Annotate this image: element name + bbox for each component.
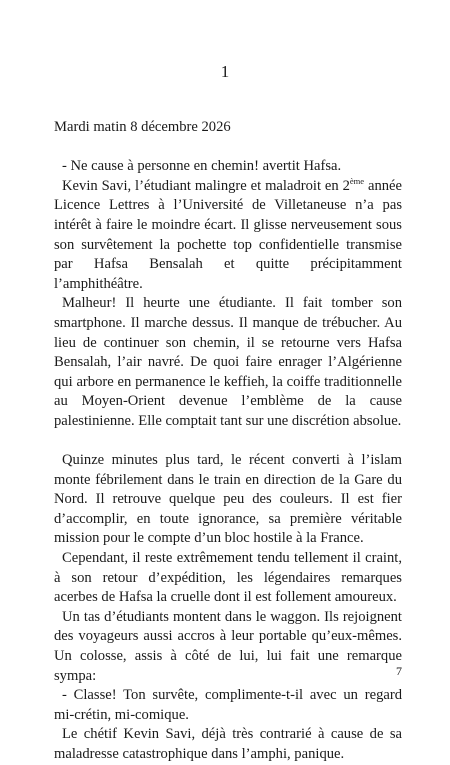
paragraph-kevin-intro-part-a: Kevin Savi, l’étudiant malingre et maladroit en 2: [62, 177, 350, 194]
paragraph-kevin-intro: [54, 177, 402, 295]
paragraph-dialogue-warning: - Ne cause à personne en chemin! avertit Hafsa.: [62, 158, 342, 175]
paragraph-waggon: Un tas d’étudiants montent dans le waggon. Ils rejoignent des voyageurs aussi accros à leur portable qu’eux-mêmes. Un colosse, assis à côté de lui, lui fait une remarque sympa:: [54, 608, 402, 684]
body-text: [54, 118, 402, 765]
date-line: Mardi matin 8 décembre 2026: [54, 119, 231, 135]
superscript-eme: ème: [349, 175, 365, 186]
page-number: 7: [396, 664, 402, 678]
paragraph-cependant: Cependant, il reste extrêmement tendu tellement il craint, à son retour d’expédition, les légendaires remarques acerbes de Hafsa la cruelle dont il est follement amoureux.: [54, 550, 402, 606]
paragraph-train: Quinze minutes plus tard, le récent converti à l’islam monte fébrilement dans le train en direction de la Gare du Nord. Il retrouve quelque peu des couleurs. Il est fier d’accomplir, en toute ignorance, sa première véritable mission pour le compte d’un bloc hostile à la France.: [54, 452, 402, 547]
paragraph-dialogue-classe: - Classe! Ton survête, complimente-t-il avec un regard mi-crétin, mi-comique.: [54, 687, 402, 723]
paragraph-panique: Le chétif Kevin Savi, déjà très contrarié à cause de sa maladresse catastrophique dans l’amphi, panique.: [54, 726, 402, 762]
chapter-number: 1: [220, 62, 230, 81]
paragraph-malheur: Malheur! Il heurte une étudiante. Il fait tomber son smartphone. Il marche dessus. Il manque de trébucher. Au lieu de continuer son chemin, il se retourne vers Hafsa Bensalah, l’air navré. De quoi faire enrager l’Algérienne qui arbore en permanence le keffieh, la coiffe traditionnelle au Moyen-Orient devenue l’emblème de la cause palestinienne. Elle comptait tant sur une discrétion absolue.: [54, 295, 402, 429]
paragraph-kevin-intro-part-b: année Licence Lettres à l’Université de Villetaneuse n’a pas intérêt à faire le moindre écart. Il glisse nerveusement sous son survêtement la pochette top confidentielle transmise par Hafsa Bensalah et quitte précipitamment l’amphithéâtre.: [54, 177, 402, 292]
